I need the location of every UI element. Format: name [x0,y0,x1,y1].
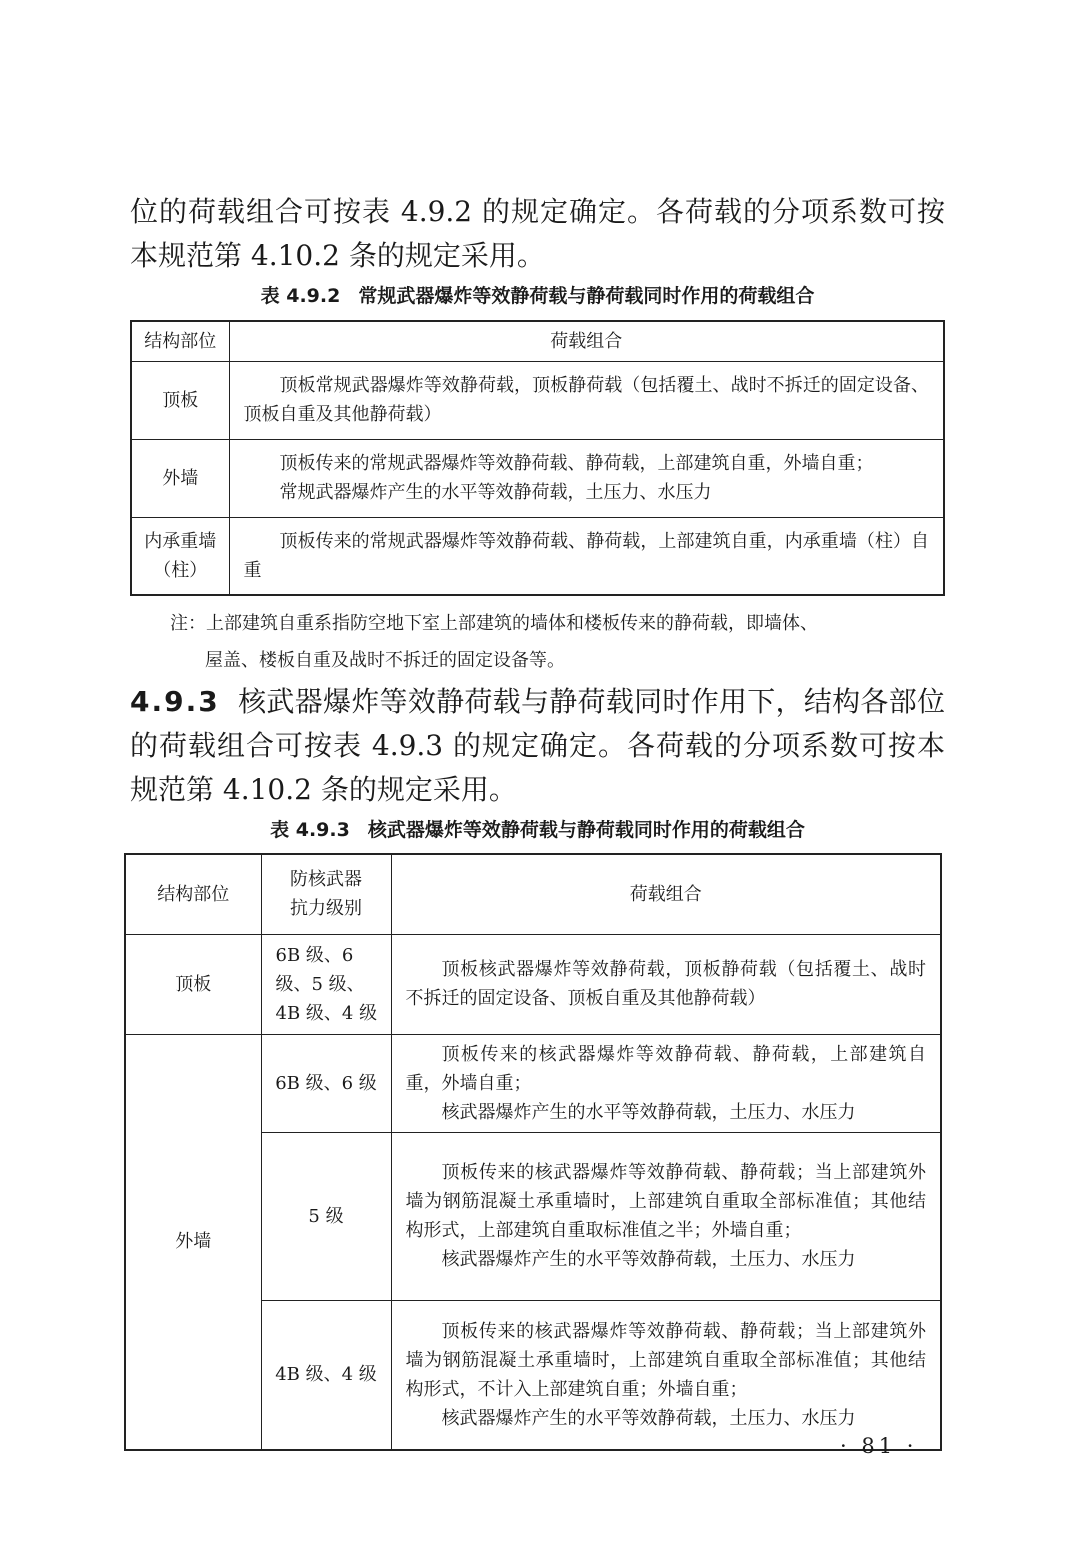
load-line: 核武器爆炸产生的水平等效静荷载，土压力、水压力 [441,1101,856,1123]
table-4-9-3 [124,853,942,1451]
load-line: 常规武器爆炸产生的水平等效静荷载，土压力、水压力 [279,482,712,503]
part-cell: 外墙 [131,439,229,517]
load-cell [229,439,944,517]
load-line: 顶板传来的常规武器爆炸等效静荷载、静荷载，上部建筑自重，外墙自重； [279,453,874,474]
part-cell: 顶板 [131,361,229,439]
table-row [125,934,941,1034]
load-line: 核武器爆炸产生的水平等效静荷载，土压力、水压力 [441,1407,856,1429]
level-cell: 5 级 [261,1132,391,1300]
section-number: 4.9.3 [130,685,220,718]
load-line: 顶板传来的核武器爆炸等效静荷载、静荷载，上部建筑自重，外墙自重； [405,1043,926,1094]
level-cell: 6B 级、6 级 [261,1034,391,1132]
header-cell: 结构部位 [131,321,229,361]
part-cell: 顶板 [125,934,261,1034]
table-row [131,517,944,595]
table-title: 核武器爆炸等效静荷载与静荷载同时作用的荷载组合 [367,819,805,841]
page-number: · 81 · [840,1434,918,1458]
header-cell: 荷载组合 [391,854,941,934]
table-row [131,439,944,517]
paragraph-continuation: 位的荷载组合可按表 4.9.2 的规定确定。各荷载的分项系数可按本规范第 4.10.2 条的规定采用。 [130,195,945,272]
load-cell: 顶板常规武器爆炸等效静荷载，顶板静荷载（包括覆土、战时不拆迁的固定设备、顶板自重及其他静荷载） [229,361,944,439]
load-line: 顶板传来的核武器爆炸等效静荷载、静荷载；当上部建筑外墙为钢筋混凝土承重墙时，上部建筑自重取全部标准值；其他结构形式，不计入上部建筑自重；外墙自重； [405,1320,926,1400]
table-note-continued: 屋盖、楼板自重及战时不拆迁的固定设备等。 [205,650,565,671]
table-title: 常规武器爆炸等效静荷载与静荷载同时作用的荷载组合 [358,285,815,307]
table-4-9-2 [130,320,945,596]
load-cell [391,1034,941,1132]
level-cell: 4B 级、4 级 [261,1300,391,1450]
level-cell: 6B 级、6 级、5 级、4B 级、4 级 [261,934,391,1034]
table-caption-4-9-2 [130,284,945,308]
header-cell: 防核武器抗力级别 [261,854,391,934]
table-row [131,361,944,439]
section-4-9-3 [130,680,945,812]
load-cell [391,1300,941,1450]
table-number: 表 4.9.2 [260,285,341,307]
part-cell: 内承重墙（柱） [131,517,229,595]
table-caption-4-9-3 [130,818,945,842]
load-cell: 顶板核武器爆炸等效静荷载，顶板静荷载（包括覆土、战时不拆迁的固定设备、顶板自重及其他静荷载） [391,934,941,1034]
load-cell: 顶板传来的常规武器爆炸等效静荷载、静荷载，上部建筑自重，内承重墙（柱）自重 [229,517,944,595]
part-cell: 外墙 [125,1034,261,1450]
load-line: 核武器爆炸产生的水平等效静荷载，土压力、水压力 [441,1249,856,1270]
load-cell [391,1132,941,1300]
table-row [125,1034,941,1132]
header-cell: 结构部位 [125,854,261,934]
section-text: 核武器爆炸等效静荷载与静荷载同时作用下，结构各部位的荷载组合可按表 4.9.3 的规定确定。各荷载的分项系数可按本规范第 4.10.2 条的规定采用。 [130,685,945,806]
table-header-row [131,321,944,361]
header-cell: 荷载组合 [229,321,944,361]
table-number: 表 4.9.3 [270,819,350,841]
table-header-row [125,854,941,934]
load-line: 顶板传来的核武器爆炸等效静荷载、静荷载；当上部建筑外墙为钢筋混凝土承重墙时，上部建筑自重取全部标准值；其他结构形式，上部建筑自重取标准值之半；外墙自重； [405,1162,926,1241]
table-note: 注：上部建筑自重系指防空地下室上部建筑的墙体和楼板传来的静荷载，即墙体、 [170,613,818,634]
